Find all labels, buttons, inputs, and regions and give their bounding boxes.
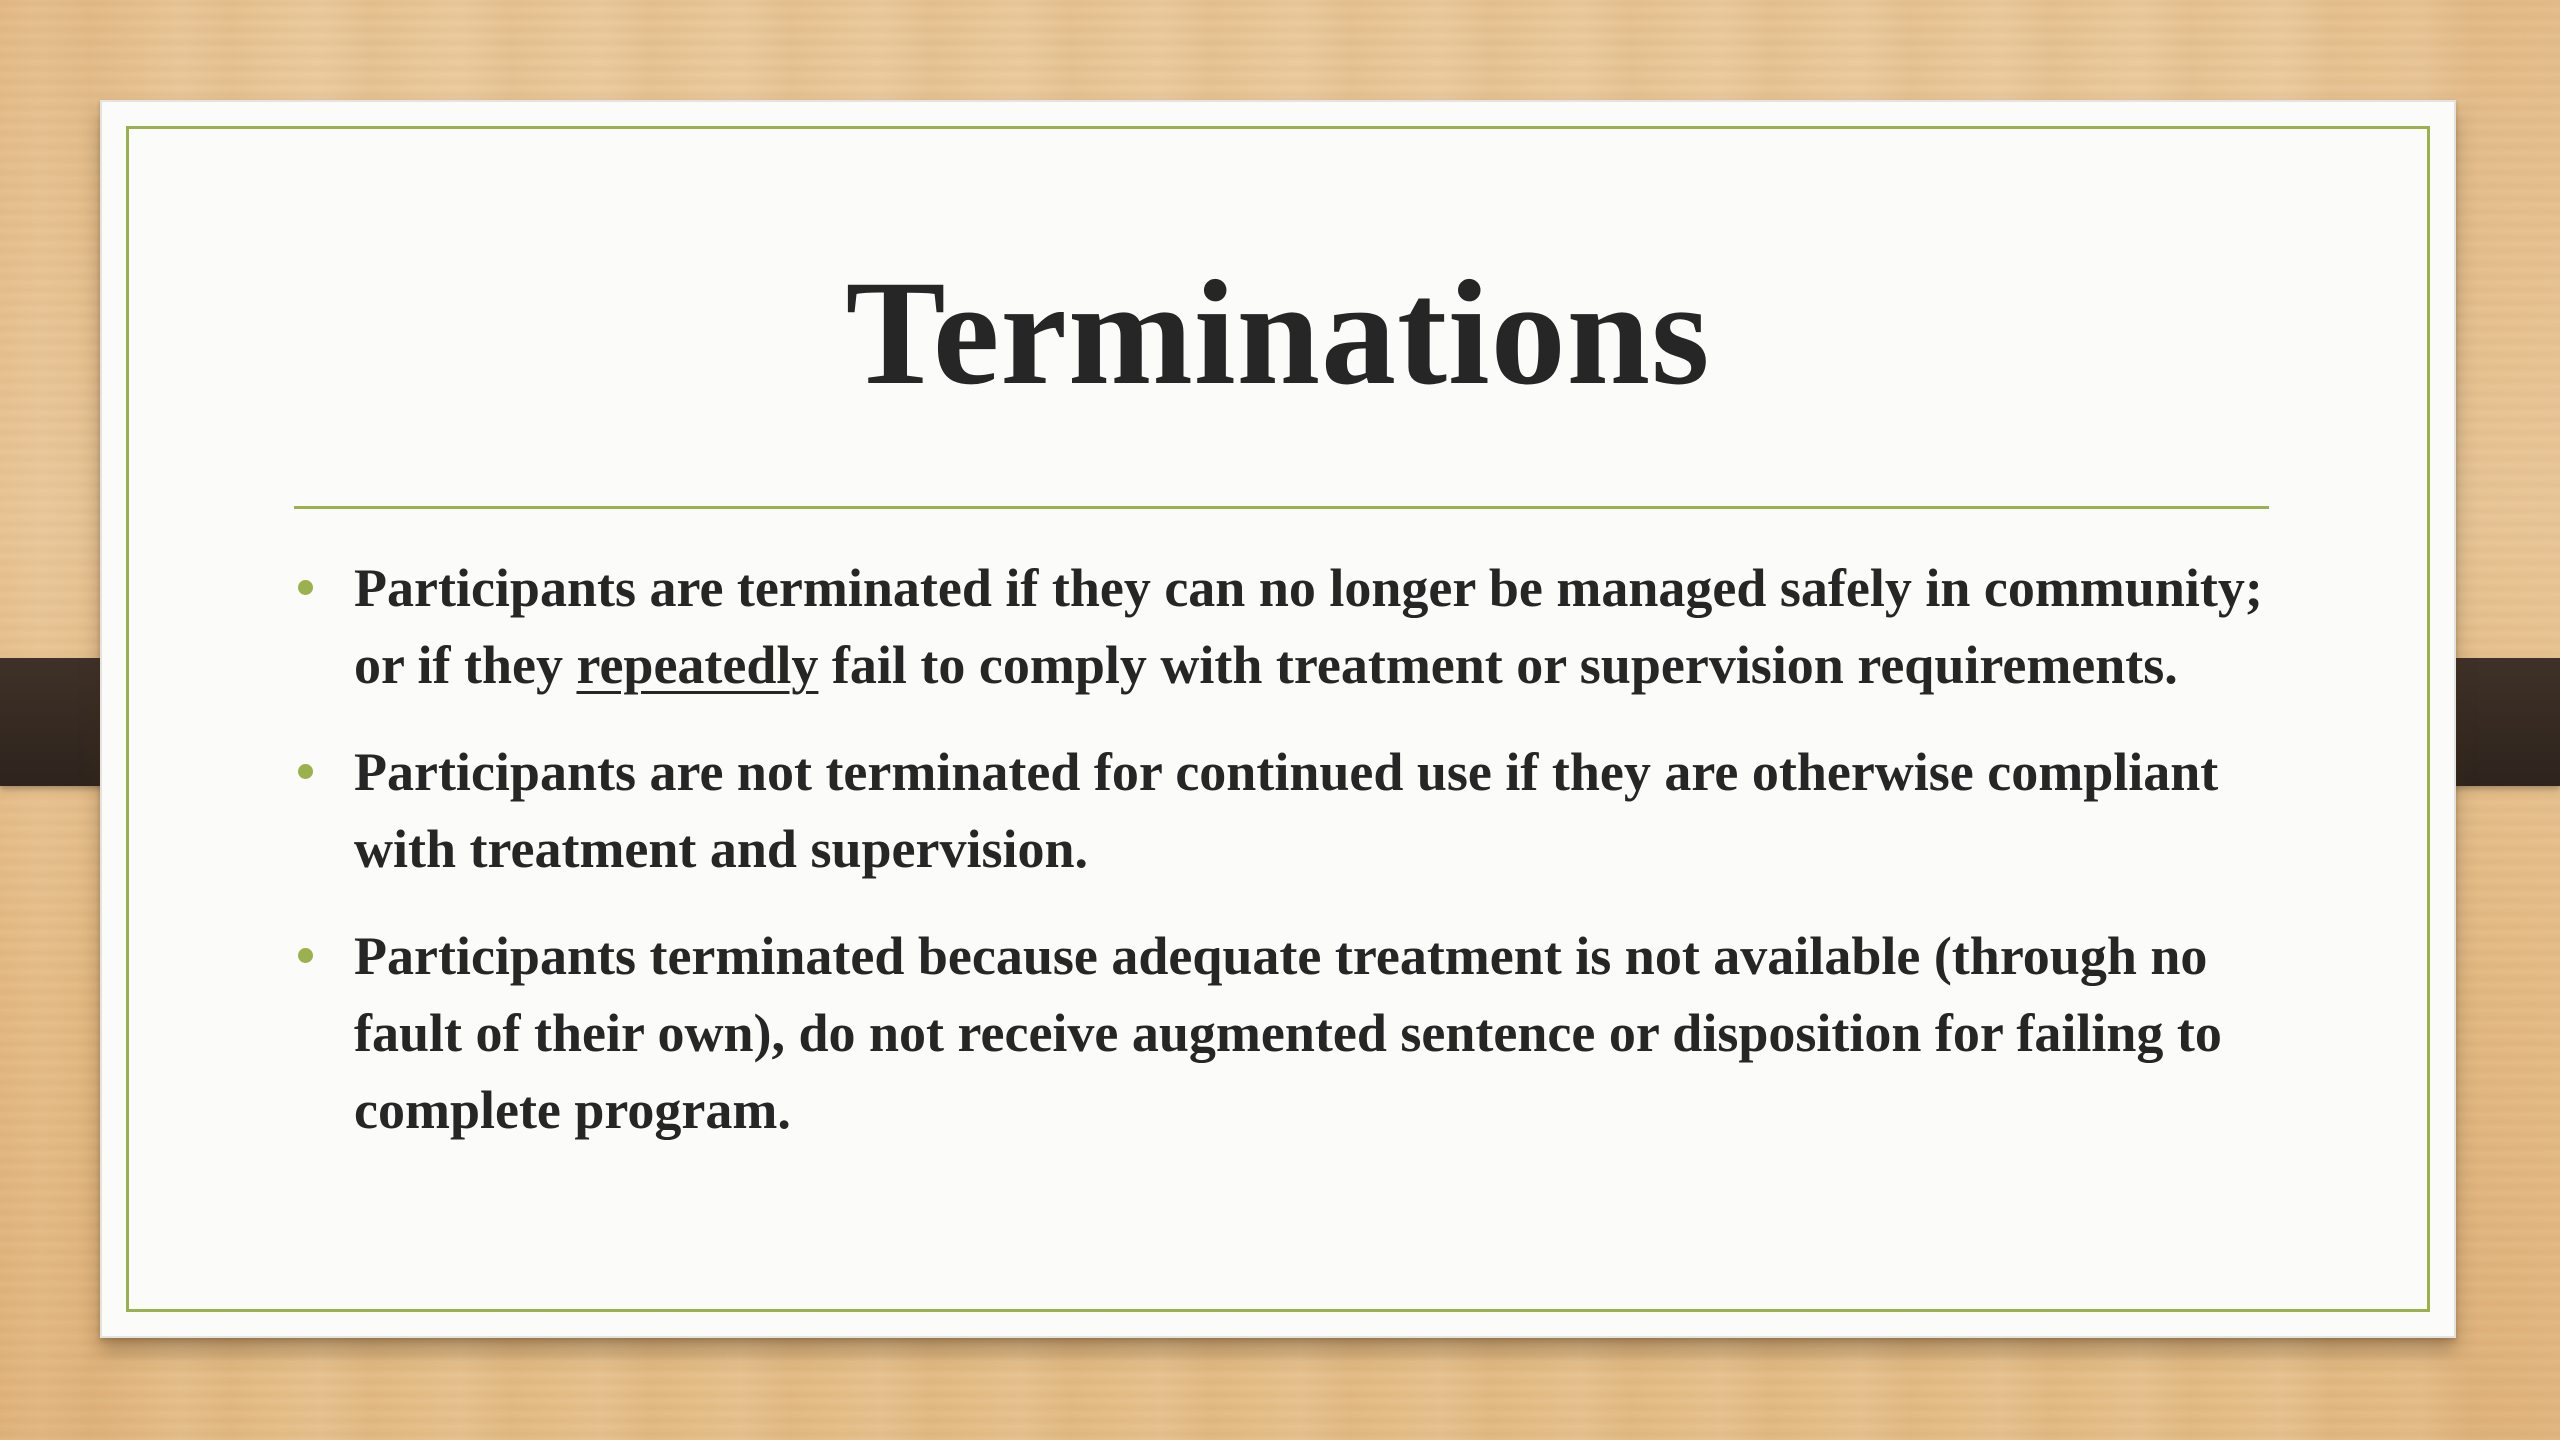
bullet-1-text-start: Participants are terminated if they can no longer be managed safely in community; or if they [354,558,2263,695]
bullet-item-2 [294,734,2304,888]
bullet-1-emphasis: repeatedly [576,635,819,695]
bullet-list [294,550,2304,1179]
bullet-3-text: Participants terminated because adequate treatment is not available (through no fault of their own), do not receive augmented sentence or disposition for failing to complete program. [354,926,2222,1140]
slide-title: Terminations [845,250,1711,416]
bullet-dot-icon [298,764,313,779]
slide-canvas [100,100,2456,1338]
bullet-dot-icon [298,580,313,595]
bullet-1-text-end: fail to comply with treatment or supervision requirements. [818,635,2178,695]
title-divider [294,506,2269,509]
bullet-2-text: Participants are not terminated for continued use if they are otherwise compliant with treatment and supervision. [354,742,2219,879]
bullet-dot-icon [298,948,313,963]
bullet-item-1 [294,550,2304,704]
bullet-item-3 [294,918,2304,1149]
